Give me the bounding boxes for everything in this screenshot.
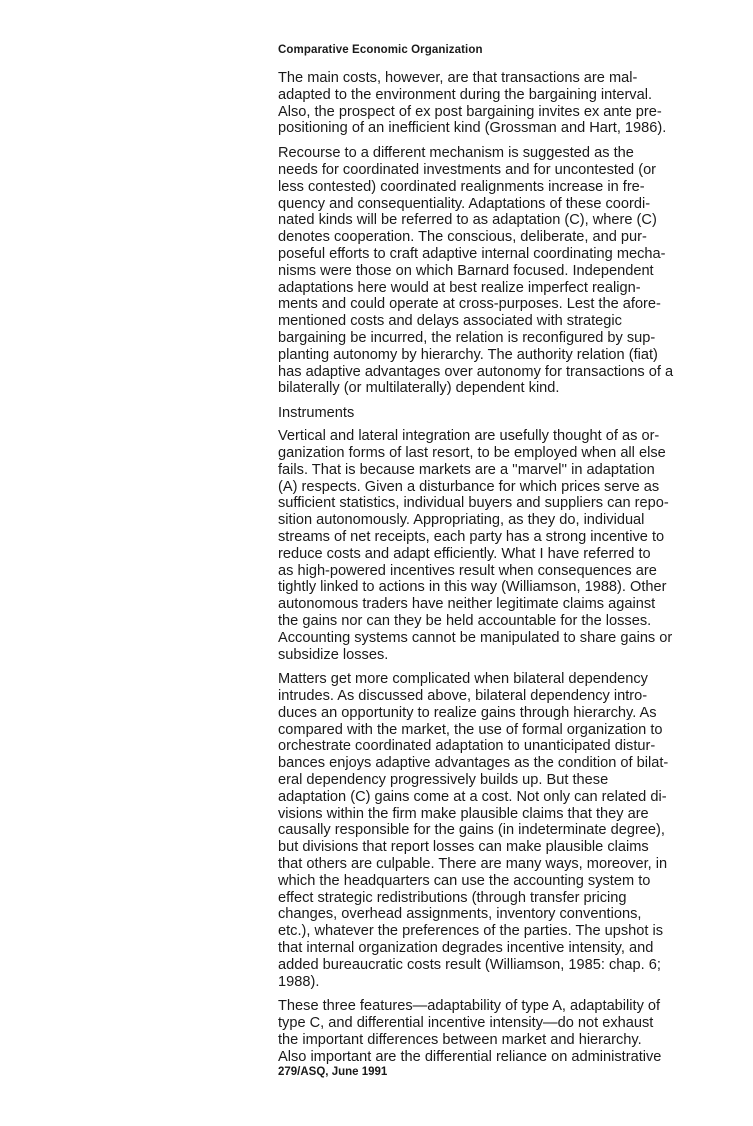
- text-line: the gains nor can they be held accountable for the losses.: [278, 612, 652, 629]
- text-line: bilaterally (or multilaterally) dependent kind.: [278, 380, 560, 397]
- text-line: compared with the market, the use of formal organization to: [278, 721, 663, 738]
- text-line: intrudes. As discussed above, bilateral dependency intro-: [278, 688, 648, 705]
- text-line: mentioned costs and delays associated with strategic: [278, 313, 622, 330]
- text-line: added bureaucratic costs result (Williamson, 1985: chap. 6;: [278, 956, 661, 973]
- text-line: less contested) coordinated realignments increase in fre-: [278, 178, 645, 195]
- text-line: tightly linked to actions in this way (Williamson, 1988). Other: [278, 579, 667, 596]
- text-line: autonomous traders have neither legitimate claims against: [278, 596, 656, 613]
- text-line: Recourse to a different mechanism is suggested as the: [278, 145, 634, 162]
- text-line: denotes cooperation. The conscious, deliberate, and pur-: [278, 229, 647, 246]
- text-line: that others are culpable. There are many ways, moreover, in: [278, 856, 668, 873]
- text-line: that internal organization degrades incentive intensity, and: [278, 940, 654, 957]
- text-line: effect strategic redistributions (through transfer pricing: [278, 889, 627, 906]
- text-line: as high-powered incentives result when consequences are: [278, 562, 657, 579]
- text-line: duces an opportunity to realize gains through hierarchy. As: [278, 704, 657, 721]
- text-line: eral dependency progressively builds up. But these: [278, 772, 609, 789]
- text-line: has adaptive advantages over autonomy for transactions of a: [278, 363, 674, 380]
- text-line: adaptations here would at best realize imperfect realign-: [278, 279, 641, 296]
- text-line: but divisions that report losses can make plausible claims: [278, 839, 649, 856]
- section-heading: Instruments: [278, 405, 355, 422]
- text-line: nated kinds will be referred to as adaptation (C), where (C): [278, 212, 657, 229]
- text-line: which the headquarters can use the accounting system to: [278, 872, 651, 889]
- text-line: positioning of an inefficient kind (Grossman and Hart, 1986).: [278, 120, 667, 137]
- paragraphs-after-heading: [278, 428, 696, 1065]
- text-line: changes, overhead assignments, inventory conventions,: [278, 906, 642, 923]
- text-line: fails. That is because markets are a ''marvel'' in adaptation: [278, 461, 655, 478]
- text-line: poseful efforts to craft adaptive internal coordinating mecha-: [278, 245, 666, 262]
- paragraph: [278, 998, 696, 1065]
- text-line: orchestrate coordinated adaptation to unanticipated distur-: [278, 738, 656, 755]
- text-line: needs for coordinated investments and for uncontested (or: [278, 161, 657, 178]
- page-footer: 279/ASQ, June 1991: [278, 1066, 388, 1078]
- paragraph: [278, 145, 696, 397]
- text-line: The main costs, however, are that transactions are mal-: [278, 70, 638, 86]
- text-line: bargaining be incurred, the relation is reconfigured by sup-: [278, 329, 656, 346]
- text-line: ments and could operate at cross-purposes. Lest the afore-: [278, 296, 661, 313]
- text-line: (A) respects. Given a disturbance for which prices serve as: [278, 478, 660, 495]
- text-line: Also important are the differential reliance on administrative: [278, 1048, 662, 1065]
- text-line: Also, the prospect of ex post bargaining invites ex ante pre-: [278, 103, 662, 120]
- text-line: reduce costs and adapt efficiently. What I have referred to: [278, 545, 651, 562]
- text-line: Vertical and lateral integration are usefully thought of as or-: [278, 428, 660, 445]
- text-line: sufficient statistics, individual buyers and suppliers can repo-: [278, 495, 669, 512]
- text-line: Accounting systems cannot be manipulated to share gains or: [278, 629, 673, 646]
- text-line: quency and consequentiality. Adaptations of these coordi-: [278, 195, 651, 212]
- text-line: causally responsible for the gains (in indeterminate degree),: [278, 822, 665, 839]
- text-line: 1988).: [278, 973, 320, 990]
- text-line: type C, and differential incentive intensity—do not exhaust: [278, 1015, 654, 1032]
- text-line: sition autonomously. Appropriating, as they do, individual: [278, 512, 645, 529]
- text-line: subsidize losses.: [278, 646, 389, 663]
- text-line: These three features—adaptability of type A, adaptability of: [278, 998, 661, 1015]
- text-line: bances enjoys adaptive advantages as the condition of bilat-: [278, 755, 669, 772]
- text-line: ganization forms of last resort, to be employed when all else: [278, 444, 666, 461]
- paragraphs-before-heading: [278, 70, 696, 397]
- paragraph: [278, 70, 696, 137]
- paragraph: [278, 671, 696, 990]
- text-line: etc.), whatever the preferences of the parties. The upshot is: [278, 923, 664, 940]
- text-column: [278, 70, 696, 1074]
- text-line: the important differences between market and hierarchy.: [278, 1032, 642, 1049]
- running-head: Comparative Economic Organization: [278, 44, 483, 56]
- text-line: adaptation (C) gains come at a cost. Not only can related di-: [278, 788, 667, 805]
- text-line: planting autonomy by hierarchy. The authority relation (fiat): [278, 346, 658, 363]
- paragraph: [278, 428, 696, 663]
- text-line: nisms were those on which Barnard focused. Independent: [278, 262, 654, 279]
- text-line: visions within the firm make plausible claims that they are: [278, 805, 649, 822]
- text-line: Matters get more complicated when bilateral dependency: [278, 671, 648, 688]
- text-line: adapted to the environment during the bargaining interval.: [278, 86, 653, 103]
- text-line: streams of net receipts, each party has a strong incentive to: [278, 528, 665, 545]
